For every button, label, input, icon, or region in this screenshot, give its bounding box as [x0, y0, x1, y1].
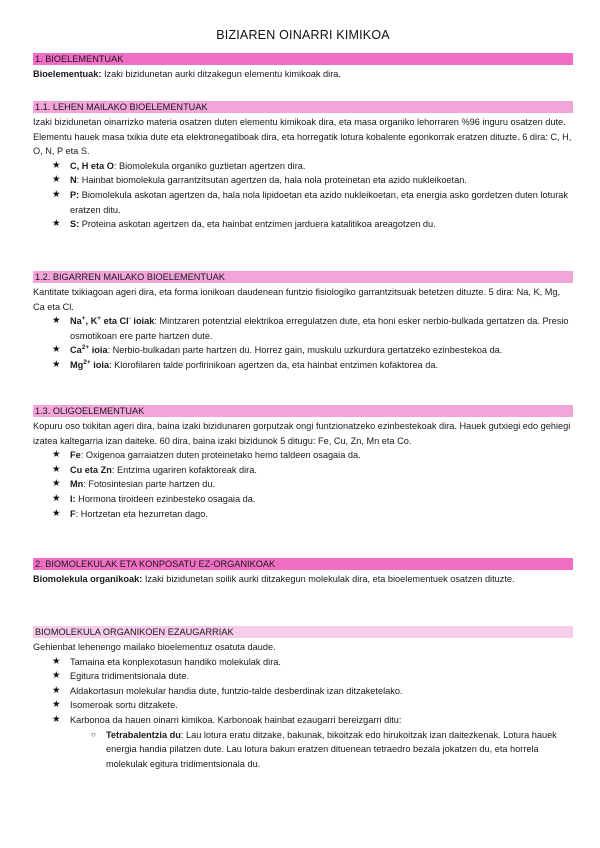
subsection-heading: 1.1. LEHEN MAILAKO BIOELEMENTUAK — [33, 101, 573, 113]
section-bioelementuak — [33, 53, 573, 82]
list-item: ★ Aldakortasun molekular handia dute, funtzio-talde desberdinak izan ditzaketelako. — [33, 684, 573, 699]
section-heading: 1. BIOELEMENTUAK — [33, 53, 573, 65]
item-text: : Mintzaren potentzial elektrikoa erregulatzen dute, eta honi esker nerbio-bulkada gertatzen da. Presio osmotikoan ere parte hartzen dute. — [70, 316, 569, 341]
sub-list — [33, 728, 573, 772]
list-item — [33, 343, 573, 358]
item-text: : Klorofilaren talde porfirinikoan agertzen da, eta hainbat entzimen kofaktorea da. — [109, 359, 438, 370]
item-term: I: — [70, 493, 76, 504]
list-item — [33, 507, 573, 522]
subsection-heading: BIOMOLEKULA ORGANIKOEN EZAUGARRIAK — [33, 626, 573, 638]
section-biomolekulak — [33, 558, 573, 587]
list-item — [33, 314, 573, 343]
item-term: $Ca^{2+}$ ioia — [70, 344, 108, 356]
intro-paragraph: Kopuru oso txikitan ageri dira, baina izaki bizidunaren gorputzak ongi funtzionatzeko ezinbestekoak dira. Hauek gutxiegi edo gehiegi izatea kaltegarria izan daiteke. 60 dira, baina izaki bizidunok 5 ditugu: Fe, Cu, Zn, Mn eta Co. — [33, 421, 571, 446]
definition-paragraph — [33, 572, 573, 587]
item-text: : Hortzetan eta hezurretan dago. — [75, 508, 208, 519]
document-title: BIZIAREN OINARRI KIMIKOA — [216, 28, 390, 42]
intro-paragraph: Izaki bizidunetan oinarrizko materia osatzen duten elementu kimikoak dira, eta masa organiko lehorraren %96 inguru osatzen dute. Elementu hauek masa txikia dute eta elektronegatiboak dira, eta horregatik lotura kobalente egonkorrak eratzen dituzte. 6 dira: C, H, O, N, P eta S. — [33, 117, 572, 157]
item-text: : Biomolekula organiko guztietan agertzen dira. — [113, 160, 306, 171]
list-item — [33, 217, 573, 232]
section-lehen-mailako — [33, 101, 573, 232]
definition-term: Biomolekula organikoak: — [33, 574, 143, 584]
item-text: : Fotosintesian parte hartzen du. — [83, 479, 216, 490]
item-term: F — [70, 508, 76, 519]
list-item — [33, 463, 573, 478]
item-term: Fe — [70, 450, 81, 461]
item-text: : Oxigenoa garraiatzen duten proteinetako hemo taldeen osagaia da. — [80, 450, 361, 461]
item-term: C, H eta O — [70, 160, 114, 171]
item-term: Cu eta Zn — [70, 464, 112, 475]
bullet-list — [33, 655, 573, 728]
item-text: : Hainbat biomolekula garrantzitsutan agertzen da, hala nola proteinetan eta azido nukleikoetan. — [76, 175, 467, 186]
item-text: Proteina askotan agertzen da, eta hainbat entzimen jarduera katalitikoa areagotzen du. — [79, 219, 436, 230]
section-oligoelementuak — [33, 405, 573, 521]
section-ezaugarriak — [33, 626, 573, 771]
item-text: : Entzima ugariren kofaktoreak dira. — [111, 464, 257, 475]
item-text: Biomolekula askotan agertzen da, hala nola lipidoetan eta azido nukleikoetan, eta energia asko gordetzen duten loturak eratzen ditu. — [70, 189, 568, 215]
list-item: ★ Egitura tridimentsionala dute. — [33, 669, 573, 684]
item-text: : Lau lotura eratu ditzake, bakunak, bikoitzak edo hirukoitzak izan daitezkenak. Lotura hauek energia handia pilatzen dute. Lau lotura bakun eratzen dituenean tetraedro bezala jokatzen du, eta horrela molekulak egitura tridimentsionala du. — [106, 729, 557, 769]
item-term: Tetrabalentzia du — [106, 729, 181, 740]
subsection-heading: 1.3. OLIGOELEMENTUAK — [33, 405, 573, 417]
list-item: ★ Karbonoa da hauen oinarri kimikoa. Karbonoak hainbat ezaugarri bereizgarri ditu: — [33, 713, 573, 728]
section-heading: 2. BIOMOLEKULAK ETA KONPOSATU EZ-ORGANIKOAK — [33, 558, 573, 570]
item-term: N — [70, 175, 77, 186]
bullet-list — [33, 314, 573, 372]
item-term: P: — [70, 189, 80, 200]
list-item — [33, 159, 573, 174]
subsection-heading: 1.2. BIGARREN MAILAKO BIOELEMENTUAK — [33, 271, 573, 283]
definition-text: Izaki bizidunetan soilik aurki ditzakegun molekulak dira, eta bioelementuek osatzen dituzte. — [142, 574, 515, 584]
list-item — [33, 492, 573, 507]
definition-paragraph — [33, 67, 573, 82]
list-item — [33, 477, 573, 492]
list-item: ★ Isomeroak sortu ditzakete. — [33, 698, 573, 713]
intro-paragraph: Kantitate txikiagoan ageri dira, eta forma ionikoan daudenean funtzio fisiologiko garrantzitsuak betetzen dituzte. 5 dira: Na, K, Mg, Ca eta Cl. — [33, 287, 561, 312]
bullet-list — [33, 159, 573, 232]
item-term: Mn — [70, 479, 84, 490]
item-text: Hormona tiroideen ezinbesteko osagaia da. — [75, 493, 256, 504]
item-text: : Nerbio-bulkadan parte hartzen du. Horrez gain, muskulu uzkurdura gertatzeko ezinbestekoa da. — [107, 345, 503, 356]
item-term: $Mg^{2+}$ ioia — [70, 358, 110, 370]
intro-paragraph: Gehienbat lehenengo mailako bioelementuz osatuta daude. — [33, 642, 276, 652]
sub-list-item — [33, 728, 573, 772]
list-item — [33, 188, 573, 217]
list-item: ★ Tamaina eta konplexotasun handiko molekulak dira. — [33, 655, 573, 670]
section-bigarren-mailako — [33, 271, 573, 373]
definition-text: Izaki bizidunetan aurki ditzakegun elementu kimikoak dira. — [101, 69, 341, 79]
list-item — [33, 448, 573, 463]
item-term: Na+, K+ eta Cl- ioiak — [70, 315, 155, 327]
item-term: S: — [70, 219, 80, 230]
definition-term: Bioelementuak: — [33, 69, 102, 79]
list-item — [33, 173, 573, 188]
bullet-list — [33, 448, 573, 521]
list-item — [33, 358, 573, 373]
